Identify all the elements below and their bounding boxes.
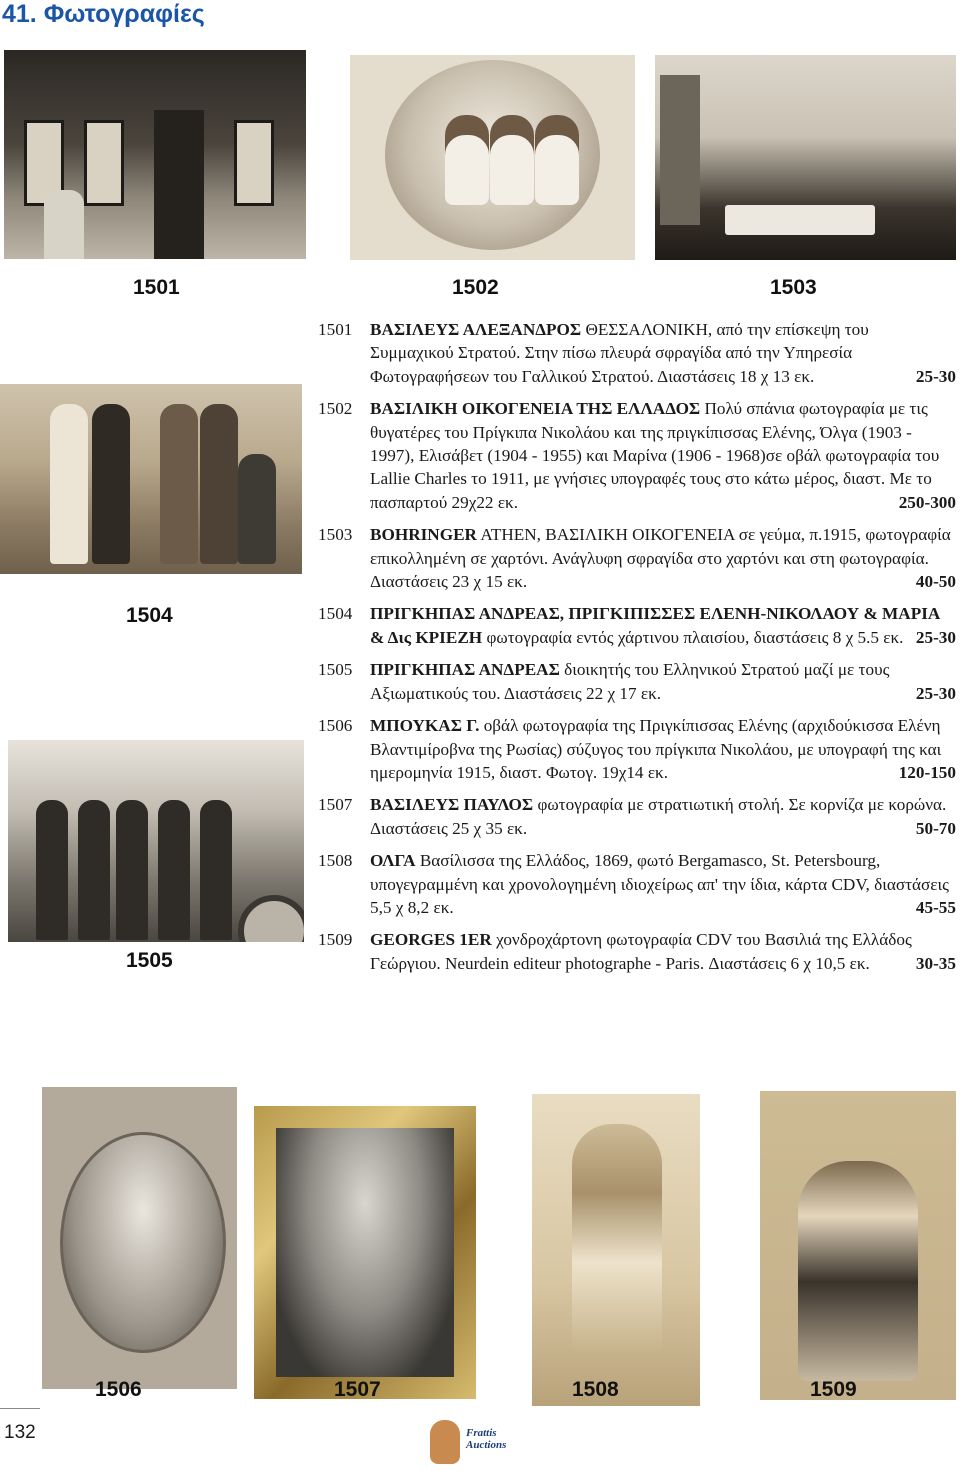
caption-1508: 1508: [572, 1378, 619, 1401]
photo-1504: [0, 384, 302, 574]
photo-1505: [8, 740, 304, 942]
photo-1502: [350, 55, 635, 260]
entry-description: ATHEN, ΒΑΣΙΛΙΚΗ ΟΙΚΟΓΕΝΕΙΑ σε γεύμα, π.1915, φωτογραφία επικολλημένη σε χαρτόνι. Ανάγλυφη σφραγίδα στο χαρτόνι και στη φωτογραφία. Διαστάσεις 23 χ 15 εκ.: [370, 525, 951, 592]
caption-1509: 1509: [810, 1378, 857, 1401]
entry-description: φωτογραφία εντός χάρτινου πλαισίου, διαστάσεις 8 χ 5.5 εκ.: [482, 627, 904, 647]
entry-price: 30-35: [915, 953, 956, 973]
entry-number: 1505: [318, 660, 353, 680]
photo-1508: [532, 1094, 700, 1406]
caption-1503: 1503: [770, 276, 817, 299]
entry-heading: ΜΠΟΥΚΑΣ Γ.: [370, 716, 480, 736]
figure: [158, 800, 190, 940]
entry-description: ΘΕΣΣΑΛΟΝΙΚΗ, από την επίσκεψη του Συμμαχικού Στρατού. Στην πίσω πλευρά σφραγίδα από την Υπηρεσία Φωτογραφήσεων του Γαλλικού Στρατού. Διαστάσεις 18 χ 13 εκ.: [370, 320, 869, 386]
car-wheel: [238, 895, 304, 942]
entry-price: 120-150: [898, 762, 956, 782]
framed-portrait: [276, 1128, 454, 1377]
figure: [78, 800, 110, 940]
entry-1501: [318, 318, 956, 388]
entry-number: 1508: [318, 851, 353, 871]
entry-description: οβάλ φωτογραφία της Πριγκίπισσας Ελένης (αρχιδούκισσα Ελένη Βλαντιμίροβνα της Ρωσίας) σύζυγος του πρίγκιπα Νικολάου, με υπογραφή της και ημερομηνία 1915, διαστ. Φωτογ. 19χ14 εκ.: [370, 716, 942, 782]
entry-heading: ΠΡΙΓΚΗΠΑΣ ΑΝΔΡΕΑΣ, ΠΡΙΓΚΙΠΙΣΣΕΣ ΕΛΕΝΗ-ΝΙΚΟΛΑΟΥ & ΜΑΡΙΑ & Δις ΚΡΙΕΖΗ: [370, 604, 940, 647]
entry-heading: BOHRINGER: [370, 525, 477, 545]
photo-1509: [760, 1091, 956, 1400]
entry-number: 1502: [318, 399, 353, 419]
cherub-icon: [430, 1420, 460, 1464]
entry-price: 25-30: [915, 366, 956, 386]
figure: [445, 115, 489, 205]
entry-heading: ΠΡΙΓΚΗΠΑΣ ΑΝΔΡΕΑΣ: [370, 660, 560, 680]
entry-price: 50-70: [915, 818, 956, 838]
train-window: [234, 120, 274, 206]
figure: [200, 404, 238, 564]
entry-price: 40-50: [915, 572, 956, 592]
figure: [44, 190, 84, 259]
figure: [572, 1124, 662, 1354]
caption-1501: 1501: [133, 276, 180, 299]
entry-description: διοικητής του Ελληνικού Στρατού μαζί με τους Αξιωματικούς του. Διαστάσεις 22 χ 17 εκ.: [370, 660, 890, 703]
entry-number: 1501: [318, 320, 353, 339]
room-door: [660, 75, 700, 225]
entry-1504: [318, 602, 956, 649]
logo-text: [466, 1427, 506, 1451]
train-door: [154, 110, 204, 259]
figure: [50, 404, 88, 564]
entry-number: 1503: [318, 525, 353, 545]
entry-number: 1504: [318, 604, 353, 624]
train-window: [84, 120, 124, 206]
entry-1505: [318, 658, 956, 705]
entry-heading: ΒΑΣΙΛΙΚΗ ΟΙΚΟΓΕΝΕΙΑ ΤΗΣ ΕΛΛΑΔΟΣ: [370, 399, 701, 419]
entry-price: 25-30: [915, 683, 956, 703]
caption-1505: 1505: [126, 949, 173, 972]
page-title: 41. Φωτογραφίες: [2, 0, 205, 28]
entry-number: 1507: [318, 795, 353, 815]
caption-1502: 1502: [452, 276, 499, 299]
figure: [116, 800, 148, 940]
entry-heading: ΒΑΣΙΛΕΥΣ ΠΑΥΛΟΣ: [370, 795, 534, 815]
page-number: 132: [4, 1422, 36, 1443]
entry-1506: [318, 714, 956, 784]
entry-description: χονδροχάρτονη φωτογραφία CDV του Βασιλιά της Ελλάδος Γεώργιου. Neurdein editeur photographe - Paris. Διαστάσεις 6 χ 10,5 εκ.: [370, 930, 912, 973]
figure: [535, 115, 579, 205]
figure: [200, 800, 232, 940]
figure: [798, 1161, 918, 1381]
caption-1506: 1506: [95, 1378, 142, 1401]
entry-price: 25-30: [915, 627, 956, 647]
photo-1503: [655, 55, 956, 260]
entry-1502: [318, 397, 956, 514]
entry-1508: [318, 849, 956, 919]
figure: [92, 404, 130, 564]
dining-table: [725, 205, 875, 235]
entry-heading: ΒΑΣΙΛΕΥΣ ΑΛΕΞΑΝΔΡΟΣ: [370, 320, 582, 339]
page-rule: [0, 1408, 40, 1409]
entry-description: Πολύ σπάνια φωτογραφία με τις θυγατέρες του Πρίγκιπα Νικολάου και της πριγκίπισσας Ελένης, Όλγα (1903 - 1997), Ελισάβετ (1904 - 1955) και Μαρίνα (1906 - 1968)σε οβάλ φωτογραφία του Lallie Charles το 1911, με γνήσιες υπογραφές τους στο κάτω μέρος, διαστ. Με το πασπαρτού 29χ22 εκ.: [370, 399, 940, 512]
entry-1503: [318, 523, 956, 593]
entry-price: 250-300: [898, 492, 956, 512]
photo-1506: [42, 1087, 237, 1389]
caption-1507: 1507: [334, 1378, 381, 1401]
entry-description: Βασίλισσα της Ελλάδος, 1869, φωτό Bergamasco, St. Petersbourg, υπογεγραμμένη και χρονολογημένη ιδιοχείρως απ' την ίδια, κάρτα CDV, διαστάσεις 5,5 χ 8,2 εκ.: [370, 851, 949, 917]
figure: [490, 115, 534, 205]
catalogue-entries: [318, 318, 956, 984]
caption-1504: 1504: [126, 604, 173, 627]
entry-heading: ΟΛΓΑ: [370, 851, 416, 871]
entry-number: 1509: [318, 930, 353, 950]
figure: [238, 454, 276, 564]
auction-logo: [428, 1418, 528, 1468]
oval-portrait: [60, 1132, 226, 1353]
logo-line-2: Auctions: [466, 1439, 507, 1451]
photo-1501: [4, 50, 306, 259]
entry-heading: GEORGES 1ER: [370, 930, 492, 950]
photo-1507: [254, 1106, 476, 1399]
entry-number: 1506: [318, 716, 353, 736]
entry-description: φωτογραφία με στρατιωτική στολή. Σε κορνίζα με κορώνα. Διαστάσεις 25 χ 35 εκ.: [370, 795, 947, 838]
figure: [160, 404, 198, 564]
figure: [36, 800, 68, 940]
entry-price: 45-55: [915, 897, 956, 917]
logo-line-1: Frattis: [466, 1427, 497, 1439]
entry-1507: [318, 793, 956, 840]
entry-1509: [318, 928, 956, 975]
